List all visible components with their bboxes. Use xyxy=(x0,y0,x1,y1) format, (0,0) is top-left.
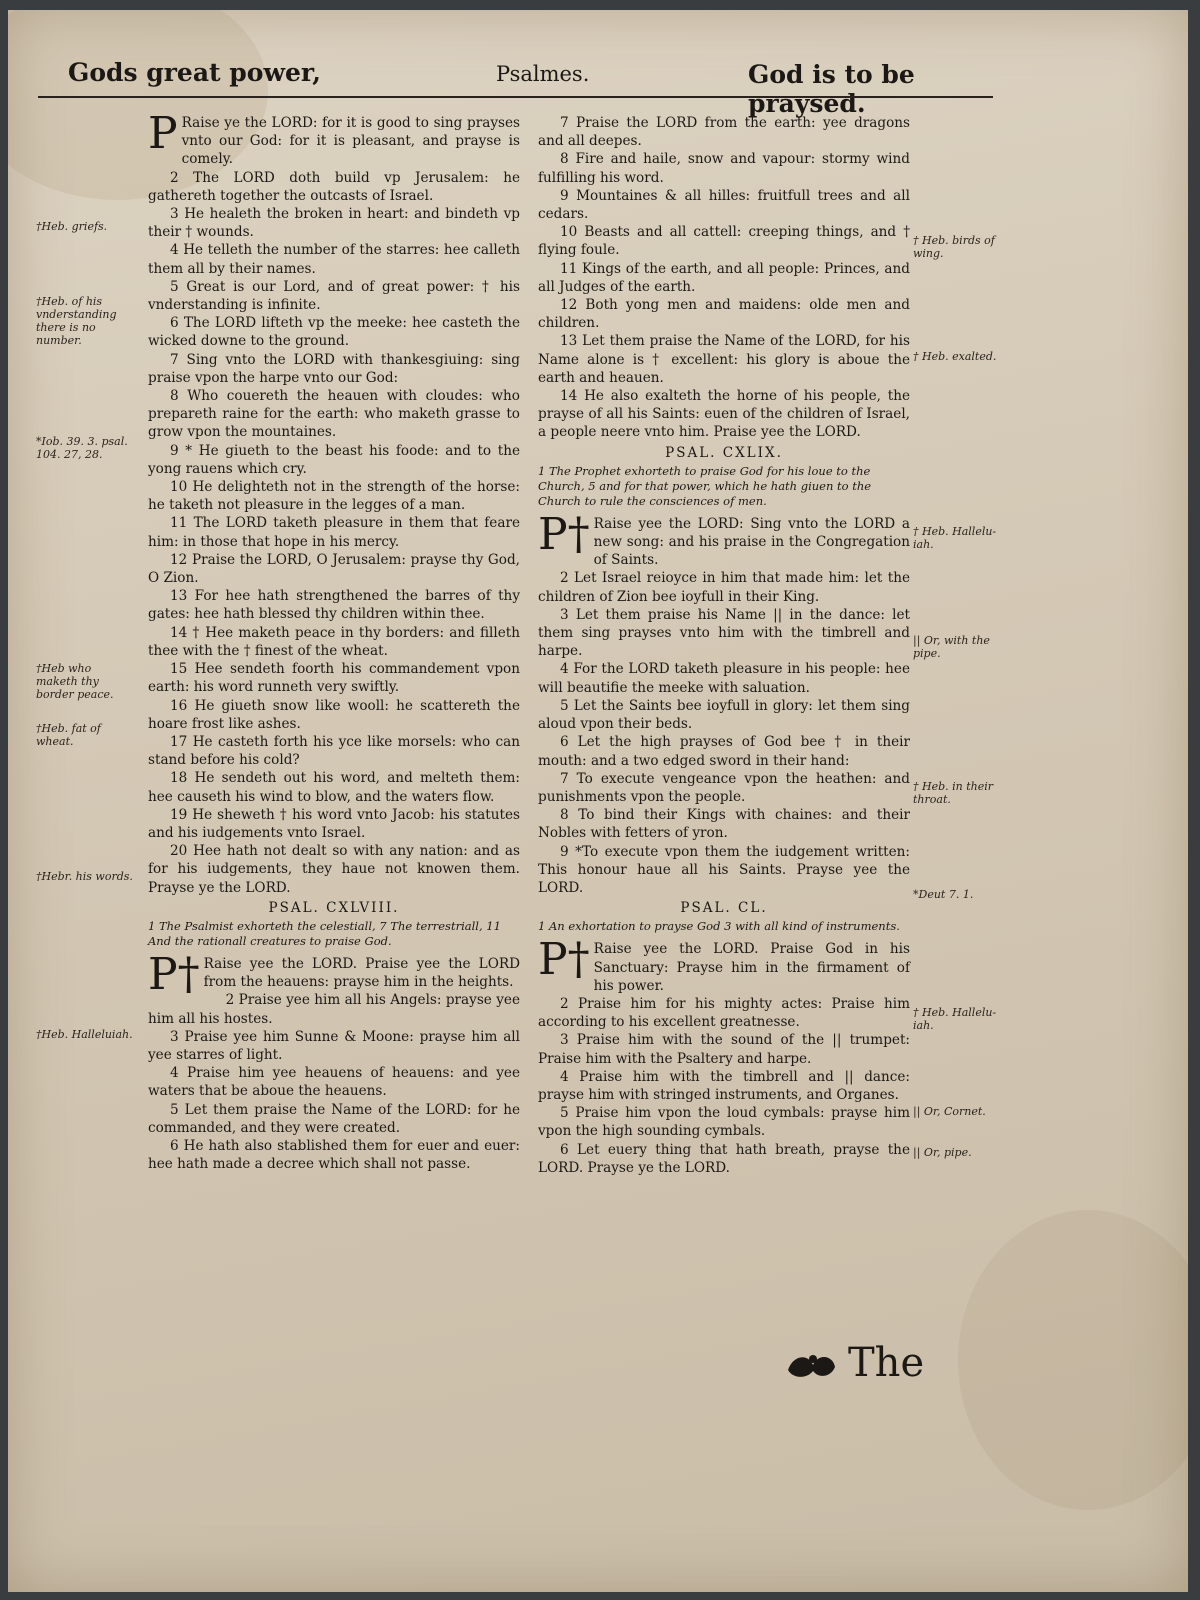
verse: 8 Fire and haile, snow and vapour: stormy wind fulfilling his word. xyxy=(538,151,910,186)
verse: 18 He sendeth out his word, and melteth them: hee causeth his wind to blow, and the waters flow. xyxy=(148,770,520,805)
verse: 17 He casteth forth his yce like morsels: who can stand before his cold? xyxy=(148,733,520,769)
verse: 8 Who couereth the heauen with cloudes: who prepareth raine for the earth: who maketh grasse to grow vpon the mountaines. xyxy=(148,388,520,441)
fleuron-ornament-icon xyxy=(783,1345,843,1385)
verse: 14 He also exalteth the horne of his people, the prayse of all his Saints: euen of the children of Israel, a people neere vnto him. Praise yee the LORD. xyxy=(538,388,910,441)
margin-note: || Or, pipe. xyxy=(913,1146,972,1159)
verse: 12 Praise the LORD, O Jerusalem: prayse thy God, O Zion. xyxy=(148,551,520,587)
running-head xyxy=(28,50,988,118)
verse: 3 Praise him with the sound of the || trumpet: Praise him with the Psaltery and harpe. xyxy=(538,1032,910,1067)
margin-note: †Heb. of his vnderstanding there is no number. xyxy=(36,295,117,347)
verse: 6 Let the high prayses of God bee † in their mouth: and a two edged sword in their hand: xyxy=(538,734,910,769)
margin-note: †Heb. griefs. xyxy=(36,220,108,233)
margin-note: † Heb. exalted. xyxy=(913,350,997,363)
verse: 3 He healeth the broken in heart: and bindeth vp their † wounds. xyxy=(148,206,520,241)
verse: 9 Mountaines & all hilles: fruitfull trees and all cedars. xyxy=(538,187,910,223)
verse: 11 Kings of the earth, and all people: Princes, and all Judges of the earth. xyxy=(538,260,910,295)
verse: 6 The LORD lifteth vp the meeke: hee casteth the wicked downe to the ground. xyxy=(148,315,520,350)
verse: 16 He giueth snow like wooll: he scattereth the hoare frost like ashes. xyxy=(148,697,520,732)
verse: 8 To bind their Kings with chaines: and their Nobles with fetters of yron. xyxy=(538,807,910,842)
verse: 4 He telleth the number of the starres: hee calleth them all by their names. xyxy=(148,242,520,277)
verse: 5 Let them praise the Name of the LORD: for he commanded, and they were created. xyxy=(148,1101,520,1136)
verse: 13 For hee hath strengthened the barres of thy gates: hee hath blessed thy children within thee. xyxy=(148,588,520,623)
margin-note: † Heb. Hallelu-iah. xyxy=(913,1006,997,1032)
verse: 5 Let the Saints bee ioyfull in glory: let them sing aloud vpon their beds. xyxy=(538,697,910,733)
running-head-right: God is to be praysed. xyxy=(748,60,915,118)
margin-note: || Or, Cornet. xyxy=(913,1105,986,1118)
verse: P†Raise yee the LORD. Praise yee the LORD from the heauens: prayse him in the heights. xyxy=(148,948,520,1000)
verse: 2 Praise yee him all his Angels: prayse yee him all his hostes. xyxy=(148,992,520,1027)
margin-note: *Deut 7. 1. xyxy=(913,888,974,901)
verse: 12 Both yong men and maidens: olde men and children. xyxy=(538,297,910,332)
margin-note: †Heb who maketh thy border peace. xyxy=(36,662,114,701)
verse: 6 Let euery thing that hath breath, prayse the LORD. Prayse ye the LORD. xyxy=(538,1141,910,1176)
margin-note: † Heb. birds of wing. xyxy=(913,234,995,260)
psalm-argument: 1 The Prophet exhorteth to praise God for his loue to the Church, 5 and for that power, which he hath giuen to the Church to rule the consciences of men. xyxy=(538,463,872,508)
verse: 5 Great is our Lord, and of great power: † his vnderstanding is infinite. xyxy=(148,278,520,314)
verse: 14 † Hee maketh peace in thy borders: and filleth thee with the † finest of the wheat. xyxy=(148,624,520,659)
verse: 3 Let them praise his Name || in the dance: let them sing prayses vnto him with the timbrell and harpe. xyxy=(538,606,910,660)
verse: 4 Praise him with the timbrell and || dance: prayse him with stringed instruments, and Organes. xyxy=(538,1068,910,1103)
verse: 11 The LORD taketh pleasure in them that feare him: in those that hope in his mercy. xyxy=(148,515,520,550)
margin-note: †Heb. fat of wheat. xyxy=(36,722,101,748)
verse: 10 He delighteth not in the strength of the horse: he taketh not pleasure in the legges of a man. xyxy=(148,479,520,514)
verse: 2 Praise him for his mighty actes: Praise him according to his excellent greatnesse. xyxy=(538,995,910,1031)
psalm-heading: PSAL. CXLIX. xyxy=(665,444,783,461)
verse: 15 Hee sendeth foorth his commandement vpon earth: his word runneth very swiftly. xyxy=(148,661,520,696)
verse: 4 Praise him yee heauens of heauens: and yee waters that be aboue the heauens. xyxy=(148,1065,520,1100)
verse: P†Raise yee the LORD. Praise God in his Sanctuary: Prayse him in the firmament of his power. xyxy=(538,934,910,994)
running-head-left: Gods great power, xyxy=(68,58,321,87)
verse: 7 To execute vengeance vpon the heathen: and punishments vpon the people. xyxy=(538,770,910,805)
catchword: The xyxy=(848,1340,925,1386)
verse: 19 He sheweth † his word vnto Jacob: his statutes and his iudgements vnto Israel. xyxy=(148,806,520,841)
verse: 2 The LORD doth build vp Jerusalem: he gathereth together the outcasts of Israel. xyxy=(148,169,520,204)
margin-note: †Heb. Halleluiah. xyxy=(36,1028,133,1041)
page-sheet xyxy=(8,10,1188,1592)
verse: 10 Beasts and all cattell: creeping things, and † flying foule. xyxy=(538,224,910,259)
verse: 7 Sing vnto the LORD with thankesgiuing: sing praise vpon the harpe vnto our God: xyxy=(148,351,520,386)
psalm-argument: 1 The Psalmist exhorteth the celestiall, 7 The terrestriall, 11 And the rationall creatures to praise God. xyxy=(148,918,501,948)
header-rule xyxy=(38,96,993,98)
psalm-argument: 1 An exhortation to prayse God 3 with all kind of instruments. xyxy=(538,919,900,934)
verse: 2 Let Israel reioyce in him that made him: let the children of Zion bee ioyfull in their King. xyxy=(538,570,910,605)
left-column xyxy=(148,108,520,1173)
verse: 20 Hee hath not dealt so with any nation: and as for his iudgements, they haue not knowen them. Prayse ye the LORD. xyxy=(148,843,520,896)
psalm-heading: PSAL. CXLVIII. xyxy=(268,899,400,916)
verse: 9 *To execute vpon them the iudgement written: This honour haue all his Saints. Prayse yee the LORD. xyxy=(538,843,910,896)
paper-stain xyxy=(958,1210,1188,1510)
verse: 3 Praise yee him Sunne & Moone: prayse him all yee starres of light. xyxy=(148,1028,520,1063)
verse: 5 Praise him vpon the loud cymbals: prayse him vpon the high sounding cymbals. xyxy=(538,1105,910,1140)
psalm-heading: PSAL. CL. xyxy=(680,900,768,917)
running-head-center: Psalmes. xyxy=(496,62,590,86)
verse: 6 He hath also stablished them for euer and euer: hee hath made a decree which shall not passe. xyxy=(148,1137,520,1173)
verse: 13 Let them praise the Name of the LORD, for his Name alone is † excellent: his glory is aboue the earth and heauen. xyxy=(538,333,910,386)
right-column xyxy=(538,114,910,1177)
margin-note: † Heb. Hallelu-iah. xyxy=(913,525,997,551)
verse: P†Raise yee the LORD: Sing vnto the LORD a new song: and his praise in the Congregation of Saints. xyxy=(538,508,910,569)
verse: PRaise ye the LORD: for it is good to sing prayses vnto our God: for it is pleasant, and prayse is comely. xyxy=(148,108,520,168)
margin-note: † Heb. in their throat. xyxy=(913,780,994,806)
margin-note: *Iob. 39. 3. psal. 104. 27, 28. xyxy=(36,435,128,461)
verse: 4 For the LORD taketh pleasure in his people: hee will beautifie the meeke with saluation. xyxy=(538,661,910,696)
margin-note: †Hebr. his words. xyxy=(36,870,133,883)
verse: 9 * He giueth to the beast his foode: and to the yong rauens which cry. xyxy=(148,442,520,477)
margin-note: || Or, with the pipe. xyxy=(913,634,990,660)
verse: 7 Praise the LORD from the earth: yee dragons and all deepes. xyxy=(538,115,910,150)
